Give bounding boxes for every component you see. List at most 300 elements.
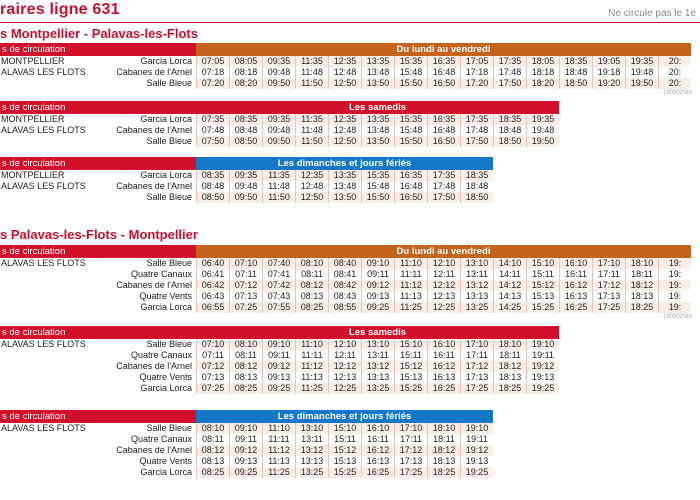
time-cells bbox=[196, 192, 493, 203]
departure-time: 19:48 bbox=[625, 67, 658, 78]
departure-time: 09:13 bbox=[361, 291, 394, 302]
departure-time: 15:35 bbox=[361, 170, 394, 181]
departure-time: 08:11 bbox=[295, 269, 328, 280]
city-label: MONTPELLIER bbox=[0, 56, 98, 67]
city-label: MONTPELLIER bbox=[0, 170, 98, 181]
service-period-label: Du lundi au vendredi bbox=[196, 245, 691, 258]
departure-time: 19:10 bbox=[460, 423, 493, 434]
departure-time: 15:10 bbox=[526, 258, 559, 269]
departure-time: 09:12 bbox=[361, 280, 394, 291]
departure-time: 15:11 bbox=[394, 350, 427, 361]
departure-time: 12:12 bbox=[328, 361, 361, 372]
timetable-row bbox=[0, 258, 691, 269]
city-label: ALAVAS LES FLOTS bbox=[0, 423, 98, 434]
departure-time: 12:48 bbox=[328, 125, 361, 136]
departure-time: 09:10 bbox=[229, 423, 262, 434]
departure-time: 18:50 bbox=[559, 78, 592, 89]
time-cells bbox=[196, 181, 493, 192]
departure-time: 12:11 bbox=[328, 350, 361, 361]
departure-time: 12:50 bbox=[295, 192, 328, 203]
city-label bbox=[0, 361, 98, 372]
service-days-label: s de circulation bbox=[0, 101, 196, 114]
time-cells bbox=[196, 114, 559, 125]
departure-time: 18:12 bbox=[493, 361, 526, 372]
departure-time: 09:35 bbox=[262, 56, 295, 67]
departure-time: 12:25 bbox=[328, 383, 361, 394]
city-label bbox=[0, 350, 98, 361]
departure-time: 15:35 bbox=[394, 56, 427, 67]
stop-name: Garcia Lorca bbox=[98, 56, 196, 67]
stop-name: Quatre Vents bbox=[98, 456, 196, 467]
block-header bbox=[0, 326, 559, 339]
departure-time: 14:10 bbox=[493, 258, 526, 269]
departure-time: 07:12 bbox=[229, 280, 262, 291]
stop-name: Cabanes de l'Arnel bbox=[98, 181, 196, 192]
departure-time: 09:48 bbox=[262, 67, 295, 78]
departure-time: 09:10 bbox=[361, 258, 394, 269]
departure-time: 15:11 bbox=[328, 434, 361, 445]
reference-code: 190902SM bbox=[663, 314, 693, 320]
stop-name: Salle Bleue bbox=[98, 339, 196, 350]
departure-time: 17:35 bbox=[493, 56, 526, 67]
departure-time: 08:05 bbox=[229, 56, 262, 67]
departure-time: 16:48 bbox=[394, 181, 427, 192]
departure-time: 15:11 bbox=[526, 269, 559, 280]
city-label bbox=[0, 192, 98, 203]
departure-time: 18:11 bbox=[427, 434, 460, 445]
time-cells bbox=[196, 280, 691, 291]
departure-time: 18:50 bbox=[493, 136, 526, 147]
stop-name: Salle Bleue bbox=[98, 136, 196, 147]
timetable-row bbox=[0, 339, 559, 350]
departure-time: 07:12 bbox=[196, 361, 229, 372]
departure-time: 19: bbox=[658, 280, 691, 291]
departure-time: 17:50 bbox=[460, 136, 493, 147]
departure-time: 13:13 bbox=[460, 291, 493, 302]
departure-time: 08:40 bbox=[328, 258, 361, 269]
departure-time: 19:25 bbox=[526, 383, 559, 394]
departure-time: 20: bbox=[658, 67, 691, 78]
departure-time: 08:10 bbox=[295, 258, 328, 269]
departure-time: 16:10 bbox=[361, 423, 394, 434]
stop-name: Garcia Lorca bbox=[98, 467, 196, 478]
departure-time: 12:11 bbox=[427, 269, 460, 280]
stop-name: Quatre Canaux bbox=[98, 269, 196, 280]
departure-time: 16:12 bbox=[427, 361, 460, 372]
departure-time: 16:13 bbox=[427, 372, 460, 383]
departure-time: 09:11 bbox=[361, 269, 394, 280]
stop-name: Cabanes de l'Arnel bbox=[98, 280, 196, 291]
departure-time: 08:48 bbox=[229, 125, 262, 136]
timetable-row bbox=[0, 114, 559, 125]
departure-time: 13:35 bbox=[361, 114, 394, 125]
departure-time: 15:48 bbox=[394, 125, 427, 136]
time-cells bbox=[196, 434, 493, 445]
stop-name: Quatre Vents bbox=[98, 291, 196, 302]
timetable-weekdays-outbound bbox=[0, 43, 693, 96]
city-label bbox=[0, 291, 98, 302]
departure-time: 15:13 bbox=[328, 456, 361, 467]
departure-time: 18:50 bbox=[460, 192, 493, 203]
departure-time: 13:48 bbox=[361, 67, 394, 78]
departure-time: 07:35 bbox=[196, 114, 229, 125]
departure-time: 11:35 bbox=[295, 56, 328, 67]
departure-time: 17:10 bbox=[394, 423, 427, 434]
city-label bbox=[0, 445, 98, 456]
departure-time: 12:35 bbox=[328, 56, 361, 67]
departure-time: 13:12 bbox=[295, 445, 328, 456]
departure-time: 07:25 bbox=[229, 302, 262, 313]
departure-time: 14:13 bbox=[493, 291, 526, 302]
departure-time: 13:10 bbox=[295, 423, 328, 434]
departure-time: 15:13 bbox=[526, 291, 559, 302]
service-period-label: Les dimanches et jours fériés bbox=[196, 157, 493, 170]
departure-time: 12:10 bbox=[328, 339, 361, 350]
timetable-row bbox=[0, 445, 493, 456]
time-cells bbox=[196, 383, 559, 394]
departure-time: 19: bbox=[658, 302, 691, 313]
timetable-sundays-outbound bbox=[0, 157, 493, 203]
departure-time: 16:50 bbox=[427, 136, 460, 147]
departure-time: 07:11 bbox=[196, 350, 229, 361]
departure-time: 08:25 bbox=[229, 383, 262, 394]
stop-name: Garcia Lorca bbox=[98, 114, 196, 125]
departure-time: 17:12 bbox=[460, 361, 493, 372]
departure-time: 07:05 bbox=[196, 56, 229, 67]
departure-time: 18:35 bbox=[460, 170, 493, 181]
direction-title-montpellier-palavas: s Montpellier - Palavas-les-Flots bbox=[0, 26, 198, 41]
stop-name: Garcia Lorca bbox=[98, 302, 196, 313]
departure-time: 18:11 bbox=[493, 350, 526, 361]
stop-name: Salle Bleue bbox=[98, 192, 196, 203]
departure-time: 08:13 bbox=[196, 456, 229, 467]
departure-time: 08:11 bbox=[196, 434, 229, 445]
departure-time: 13:50 bbox=[328, 192, 361, 203]
departure-time: 07:50 bbox=[196, 136, 229, 147]
city-label: ALAVAS LES FLOTS bbox=[0, 125, 98, 136]
departure-time: 06:55 bbox=[196, 302, 229, 313]
departure-time: 09:11 bbox=[262, 350, 295, 361]
service-days-label: s de circulation bbox=[0, 245, 196, 258]
departure-time: 16:50 bbox=[394, 192, 427, 203]
departure-time: 16:48 bbox=[427, 67, 460, 78]
departure-time: 18:20 bbox=[526, 78, 559, 89]
departure-time: 19:12 bbox=[526, 361, 559, 372]
departure-time: 17:20 bbox=[460, 78, 493, 89]
departure-time: 19:18 bbox=[592, 67, 625, 78]
departure-time: 07:10 bbox=[229, 258, 262, 269]
timetable-row bbox=[0, 467, 493, 478]
departure-time: 11:48 bbox=[262, 181, 295, 192]
departure-time: 12:48 bbox=[328, 67, 361, 78]
timetable-saturdays-outbound bbox=[0, 101, 559, 147]
departure-time: 12:25 bbox=[427, 302, 460, 313]
departure-time: 08:12 bbox=[229, 361, 262, 372]
departure-time: 17:35 bbox=[427, 170, 460, 181]
departure-time: 13:10 bbox=[361, 339, 394, 350]
city-label bbox=[0, 383, 98, 394]
departure-time: 18:10 bbox=[493, 339, 526, 350]
departure-time: 15:10 bbox=[328, 423, 361, 434]
departure-time: 16:35 bbox=[394, 170, 427, 181]
block-header bbox=[0, 43, 691, 56]
departure-time: 17:13 bbox=[592, 291, 625, 302]
departure-time: 18:10 bbox=[625, 258, 658, 269]
stop-name: Cabanes de l'Arnel bbox=[98, 445, 196, 456]
block-header bbox=[0, 410, 493, 423]
time-cells bbox=[196, 170, 493, 181]
departure-time: 18:11 bbox=[625, 269, 658, 280]
departure-time: 11:50 bbox=[262, 192, 295, 203]
stop-name: Salle Bleue bbox=[98, 78, 196, 89]
departure-time: 08:35 bbox=[229, 114, 262, 125]
departure-time: 19:20 bbox=[592, 78, 625, 89]
departure-time: 14:12 bbox=[493, 280, 526, 291]
departure-time: 15:48 bbox=[361, 181, 394, 192]
departure-time: 17:05 bbox=[460, 56, 493, 67]
departure-time: 08:10 bbox=[229, 339, 262, 350]
departure-time: 11:12 bbox=[295, 361, 328, 372]
time-cells bbox=[196, 291, 691, 302]
departure-time: 07:18 bbox=[196, 67, 229, 78]
departure-time: 09:25 bbox=[361, 302, 394, 313]
timetable-row bbox=[0, 372, 559, 383]
departure-time: 08:43 bbox=[328, 291, 361, 302]
departure-time: 16:11 bbox=[559, 269, 592, 280]
departure-time: 15:50 bbox=[361, 192, 394, 203]
departure-time: 06:41 bbox=[196, 269, 229, 280]
departure-time: 09:11 bbox=[229, 434, 262, 445]
block-header bbox=[0, 157, 493, 170]
departure-time: 07:25 bbox=[196, 383, 229, 394]
time-cells bbox=[196, 269, 691, 280]
departure-time: 17:10 bbox=[592, 258, 625, 269]
departure-time: 18:05 bbox=[526, 56, 559, 67]
departure-time: 08:11 bbox=[229, 350, 262, 361]
departure-time: 07:13 bbox=[196, 372, 229, 383]
departure-time: 09:48 bbox=[262, 125, 295, 136]
departure-time: 07:55 bbox=[262, 302, 295, 313]
city-label: ALAVAS LES FLOTS bbox=[0, 181, 98, 192]
departure-time: 06:40 bbox=[196, 258, 229, 269]
time-cells bbox=[196, 56, 691, 67]
departure-time: 18:25 bbox=[625, 302, 658, 313]
departure-time: 11:10 bbox=[394, 258, 427, 269]
departure-time: 14:25 bbox=[493, 302, 526, 313]
departure-time: 15:10 bbox=[394, 339, 427, 350]
departure-time: 09:12 bbox=[262, 361, 295, 372]
departure-time: 09:50 bbox=[229, 192, 262, 203]
departure-time: 07:20 bbox=[196, 78, 229, 89]
departure-time: 11:13 bbox=[394, 291, 427, 302]
departure-time: 13:11 bbox=[460, 269, 493, 280]
departure-time: 18:13 bbox=[493, 372, 526, 383]
service-days-label: s de circulation bbox=[0, 410, 196, 423]
departure-time: 15:12 bbox=[394, 361, 427, 372]
page-title: raires ligne 631 bbox=[0, 1, 120, 18]
departure-time: 11:48 bbox=[295, 125, 328, 136]
stop-name: Cabanes de l'Arnel bbox=[98, 125, 196, 136]
departure-time: 07:43 bbox=[262, 291, 295, 302]
departure-time: 17:12 bbox=[592, 280, 625, 291]
departure-time: 16:10 bbox=[427, 339, 460, 350]
departure-time: 16:10 bbox=[559, 258, 592, 269]
timetable-row bbox=[0, 136, 559, 147]
stop-name: Quatre Canaux bbox=[98, 350, 196, 361]
departure-time: 07:40 bbox=[262, 258, 295, 269]
departure-time: 17:35 bbox=[460, 114, 493, 125]
time-cells bbox=[196, 67, 691, 78]
departure-time: 16:13 bbox=[361, 456, 394, 467]
departure-time: 18:12 bbox=[427, 445, 460, 456]
departure-time: 11:13 bbox=[262, 456, 295, 467]
departure-time: 12:50 bbox=[328, 78, 361, 89]
departure-time: 19:13 bbox=[460, 456, 493, 467]
departure-time: 06:42 bbox=[196, 280, 229, 291]
departure-time: 16:12 bbox=[559, 280, 592, 291]
city-label bbox=[0, 372, 98, 383]
departure-time: 07:10 bbox=[196, 339, 229, 350]
city-label bbox=[0, 456, 98, 467]
departure-time: 07:13 bbox=[229, 291, 262, 302]
departure-time: 11:25 bbox=[295, 383, 328, 394]
departure-time: 08:12 bbox=[295, 280, 328, 291]
departure-time: 08:18 bbox=[229, 67, 262, 78]
departure-time: 07:42 bbox=[262, 280, 295, 291]
departure-time: 08:12 bbox=[196, 445, 229, 456]
departure-time: 13:11 bbox=[361, 350, 394, 361]
departure-time: 19:35 bbox=[526, 114, 559, 125]
departure-time: 08:42 bbox=[328, 280, 361, 291]
departure-time: 08:20 bbox=[229, 78, 262, 89]
departure-time: 08:35 bbox=[196, 170, 229, 181]
departure-time: 17:11 bbox=[460, 350, 493, 361]
departure-time: 12:50 bbox=[328, 136, 361, 147]
departure-time: 18:10 bbox=[427, 423, 460, 434]
direction-title-palavas-montpellier: s Palavas-les-Flots - Montpellier bbox=[0, 227, 198, 242]
time-cells bbox=[196, 467, 493, 478]
departure-time: 13:50 bbox=[361, 78, 394, 89]
departure-time: 20: bbox=[658, 78, 691, 89]
departure-time: 15:35 bbox=[394, 114, 427, 125]
stop-name: Cabanes de l'Arnel bbox=[98, 67, 196, 78]
timetable-saturdays-inbound bbox=[0, 326, 559, 394]
time-cells bbox=[196, 302, 691, 313]
timetable-row bbox=[0, 291, 691, 302]
timetable-row bbox=[0, 456, 493, 467]
departure-time: 19:25 bbox=[460, 467, 493, 478]
timetable-row bbox=[0, 269, 691, 280]
departure-time: 17:25 bbox=[592, 302, 625, 313]
city-label: MONTPELLIER bbox=[0, 114, 98, 125]
stop-name: Cabanes de l'Arnel bbox=[98, 361, 196, 372]
timetable-row bbox=[0, 192, 493, 203]
departure-time: 08:25 bbox=[295, 302, 328, 313]
city-label bbox=[0, 269, 98, 280]
departure-time: 19:50 bbox=[625, 78, 658, 89]
title-divider bbox=[0, 22, 700, 23]
departure-time: 13:12 bbox=[460, 280, 493, 291]
timetable-row bbox=[0, 67, 691, 78]
service-period-label: Du lundi au vendredi bbox=[196, 43, 691, 56]
departure-time: 09:10 bbox=[262, 339, 295, 350]
departure-time: 09:50 bbox=[262, 136, 295, 147]
departure-time: 08:13 bbox=[295, 291, 328, 302]
departure-time: 18:25 bbox=[493, 383, 526, 394]
departure-time: 07:41 bbox=[262, 269, 295, 280]
departure-time: 11:25 bbox=[262, 467, 295, 478]
time-cells bbox=[196, 339, 559, 350]
stop-name: Garcia Lorca bbox=[98, 170, 196, 181]
city-label: ALAVAS LES FLOTS bbox=[0, 67, 98, 78]
departure-time: 13:10 bbox=[460, 258, 493, 269]
timetable-row bbox=[0, 181, 493, 192]
departure-time: 11:48 bbox=[295, 67, 328, 78]
departure-time: 18:35 bbox=[559, 56, 592, 67]
departure-time: 15:13 bbox=[394, 372, 427, 383]
timetable-row bbox=[0, 302, 691, 313]
timetable-row bbox=[0, 125, 559, 136]
departure-time: 09:25 bbox=[229, 467, 262, 478]
city-label: ALAVAS LES FLOTS bbox=[0, 339, 98, 350]
departure-time: 11:50 bbox=[295, 136, 328, 147]
departure-time: 17:50 bbox=[493, 78, 526, 89]
departure-time: 16:12 bbox=[361, 445, 394, 456]
departure-time: 19:35 bbox=[625, 56, 658, 67]
departure-time: 13:25 bbox=[460, 302, 493, 313]
departure-time: 11:11 bbox=[394, 269, 427, 280]
departure-time: 17:48 bbox=[493, 67, 526, 78]
timetable-weekdays-inbound bbox=[0, 245, 693, 320]
departure-time: 18:48 bbox=[493, 125, 526, 136]
departure-time: 11:35 bbox=[295, 114, 328, 125]
departure-time: 19:13 bbox=[526, 372, 559, 383]
departure-time: 07:48 bbox=[196, 125, 229, 136]
time-cells bbox=[196, 258, 691, 269]
service-period-label: Les samedis bbox=[196, 326, 559, 339]
time-cells bbox=[196, 445, 493, 456]
departure-time: 11:11 bbox=[262, 434, 295, 445]
departure-time: 13:48 bbox=[361, 125, 394, 136]
departure-time: 16:25 bbox=[361, 467, 394, 478]
departure-time: 12:48 bbox=[295, 181, 328, 192]
departure-time: 12:10 bbox=[427, 258, 460, 269]
block-header bbox=[0, 101, 559, 114]
departure-time: 17:12 bbox=[394, 445, 427, 456]
departure-time: 19:12 bbox=[460, 445, 493, 456]
departure-time: 19:05 bbox=[592, 56, 625, 67]
city-label bbox=[0, 302, 98, 313]
departure-time: 12:13 bbox=[328, 372, 361, 383]
departure-time: 17:13 bbox=[460, 372, 493, 383]
departure-time: 15:25 bbox=[526, 302, 559, 313]
departure-time: 18:48 bbox=[559, 67, 592, 78]
departure-time: 16:13 bbox=[559, 291, 592, 302]
timetable-row bbox=[0, 434, 493, 445]
departure-time: 17:10 bbox=[460, 339, 493, 350]
departure-time: 18:25 bbox=[427, 467, 460, 478]
departure-time: 17:13 bbox=[394, 456, 427, 467]
departure-time: 12:35 bbox=[328, 114, 361, 125]
timetable-row bbox=[0, 280, 691, 291]
departure-time: 11:11 bbox=[295, 350, 328, 361]
departure-time: 19:10 bbox=[526, 339, 559, 350]
timetable-row bbox=[0, 423, 493, 434]
departure-time: 17:48 bbox=[460, 125, 493, 136]
departure-time: 11:35 bbox=[262, 170, 295, 181]
departure-time: 09:13 bbox=[229, 456, 262, 467]
departure-time: 17:11 bbox=[394, 434, 427, 445]
